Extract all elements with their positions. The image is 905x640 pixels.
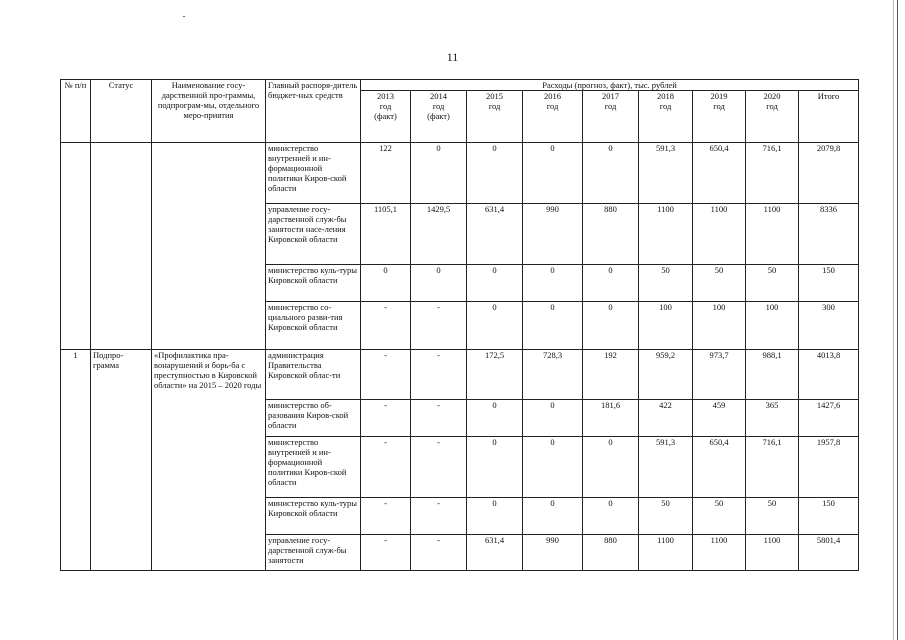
value-cell: 880: [583, 535, 639, 571]
subprogram-status: Подпро-грамма: [91, 350, 152, 571]
value-cell: 0: [523, 265, 583, 302]
manager-cell: министерство куль-туры Кировской области: [266, 265, 361, 302]
value-cell: -: [361, 535, 411, 571]
value-cell: 1100: [639, 535, 693, 571]
total-cell: 300: [799, 302, 859, 350]
value-cell: 100: [639, 302, 693, 350]
value-cell: -: [411, 535, 467, 571]
page-number: 11: [446, 50, 459, 64]
header-year-2013: 2013 год (факт): [361, 91, 411, 143]
header-num: № п/п: [61, 80, 91, 143]
value-cell: 880: [583, 204, 639, 265]
value-cell: 0: [411, 143, 467, 204]
subprogram-num: 1: [61, 350, 91, 571]
manager-cell: управление госу-дарственной служ-бы занятости насе-ления Кировской области: [266, 204, 361, 265]
value-cell: 973,7: [693, 350, 746, 400]
total-cell: 5801,4: [799, 535, 859, 571]
value-cell: 1100: [693, 535, 746, 571]
manager-cell: управление госу-дарственной служ-бы занятости: [266, 535, 361, 571]
value-cell: -: [361, 302, 411, 350]
page-edge-shadow: [893, 0, 894, 640]
value-cell: 990: [523, 204, 583, 265]
value-cell: 591,3: [639, 437, 693, 498]
value-cell: 990: [523, 535, 583, 571]
manager-cell: министерство об-разования Киров-ской области: [266, 400, 361, 437]
header-year-2015: 2015 год: [467, 91, 523, 143]
value-cell: 1100: [639, 204, 693, 265]
total-cell: 4013,8: [799, 350, 859, 400]
value-cell: 0: [523, 498, 583, 535]
value-cell: 0: [467, 265, 523, 302]
value-cell: 459: [693, 400, 746, 437]
value-cell: -: [411, 302, 467, 350]
value-cell: 0: [583, 143, 639, 204]
value-cell: 0: [467, 143, 523, 204]
value-cell: 0: [523, 437, 583, 498]
value-cell: 172,5: [467, 350, 523, 400]
manager-cell: министерство со-циального разви-тия Кировской области: [266, 302, 361, 350]
table-row: [61, 143, 859, 204]
header-manager: Главный распоря-дитель бюджет-ных средств: [266, 80, 361, 143]
value-cell: -: [361, 400, 411, 437]
value-cell: 50: [639, 498, 693, 535]
value-cell: 716,1: [746, 437, 799, 498]
value-cell: 631,4: [467, 535, 523, 571]
value-cell: 0: [467, 400, 523, 437]
value-cell: 1100: [746, 535, 799, 571]
value-cell: 1105,1: [361, 204, 411, 265]
scan-speck: [183, 16, 185, 17]
value-cell: 100: [746, 302, 799, 350]
value-cell: 50: [693, 265, 746, 302]
value-cell: 181,6: [583, 400, 639, 437]
value-cell: -: [361, 498, 411, 535]
value-cell: 0: [583, 498, 639, 535]
value-cell: 650,4: [693, 143, 746, 204]
header-year-2018: 2018 год: [639, 91, 693, 143]
value-cell: 1100: [746, 204, 799, 265]
value-cell: 0: [523, 143, 583, 204]
value-cell: -: [411, 437, 467, 498]
header-year-2017: 2017 год: [583, 91, 639, 143]
value-cell: 50: [693, 498, 746, 535]
value-cell: 591,3: [639, 143, 693, 204]
value-cell: 50: [639, 265, 693, 302]
value-cell: 0: [523, 302, 583, 350]
group1-name-cell: [152, 143, 266, 350]
value-cell: 1429,5: [411, 204, 467, 265]
value-cell: 1100: [693, 204, 746, 265]
value-cell: 0: [523, 400, 583, 437]
value-cell: 0: [583, 265, 639, 302]
value-cell: 650,4: [693, 437, 746, 498]
value-cell: 422: [639, 400, 693, 437]
budget-table: [60, 79, 859, 571]
value-cell: 988,1: [746, 350, 799, 400]
manager-cell: министерство внутренней и ин-формационной политики Киров-ской области: [266, 143, 361, 204]
subprogram-name: «Профилактика пра-вонарушений и борь-ба с преступностью в Кировской области» на 2015 – 2020 годы: [152, 350, 266, 571]
group1-status-cell: [91, 143, 152, 350]
value-cell: 0: [411, 265, 467, 302]
value-cell: 100: [693, 302, 746, 350]
value-cell: -: [411, 498, 467, 535]
page-edge-line: [897, 0, 898, 640]
value-cell: 0: [467, 302, 523, 350]
table-row: [61, 350, 859, 400]
value-cell: 50: [746, 498, 799, 535]
header-name: Наименование госу-дарственной про-граммы, подпрограм-мы, отдельного меро-приятия: [152, 80, 266, 143]
value-cell: 365: [746, 400, 799, 437]
manager-cell: министерство куль-туры Кировской области: [266, 498, 361, 535]
value-cell: 0: [583, 437, 639, 498]
header-total: Итого: [799, 91, 859, 143]
header-year-2016: 2016 год: [523, 91, 583, 143]
header-year-2014: 2014 год (факт): [411, 91, 467, 143]
value-cell: 716,1: [746, 143, 799, 204]
value-cell: -: [411, 350, 467, 400]
total-cell: 150: [799, 498, 859, 535]
header-year-2020: 2020 год: [746, 91, 799, 143]
value-cell: 0: [467, 498, 523, 535]
value-cell: 122: [361, 143, 411, 204]
manager-cell: администрация Правительства Кировской облас-ти: [266, 350, 361, 400]
manager-cell: министерство внутренней и ин-формационной политики Киров-ской области: [266, 437, 361, 498]
total-cell: 150: [799, 265, 859, 302]
value-cell: 192: [583, 350, 639, 400]
value-cell: 0: [467, 437, 523, 498]
value-cell: 0: [583, 302, 639, 350]
total-cell: 8336: [799, 204, 859, 265]
header-expenses: Расходы (прогноз, факт), тыс. рублей: [361, 80, 859, 91]
header-year-2019: 2019 год: [693, 91, 746, 143]
value-cell: 0: [361, 265, 411, 302]
total-cell: 1957,8: [799, 437, 859, 498]
value-cell: -: [361, 350, 411, 400]
value-cell: -: [361, 437, 411, 498]
value-cell: -: [411, 400, 467, 437]
value-cell: 50: [746, 265, 799, 302]
value-cell: 728,3: [523, 350, 583, 400]
value-cell: 959,2: [639, 350, 693, 400]
total-cell: 2079,8: [799, 143, 859, 204]
total-cell: 1427,6: [799, 400, 859, 437]
header-status: Статус: [91, 80, 152, 143]
value-cell: 631,4: [467, 204, 523, 265]
group1-num-cell: [61, 143, 91, 350]
